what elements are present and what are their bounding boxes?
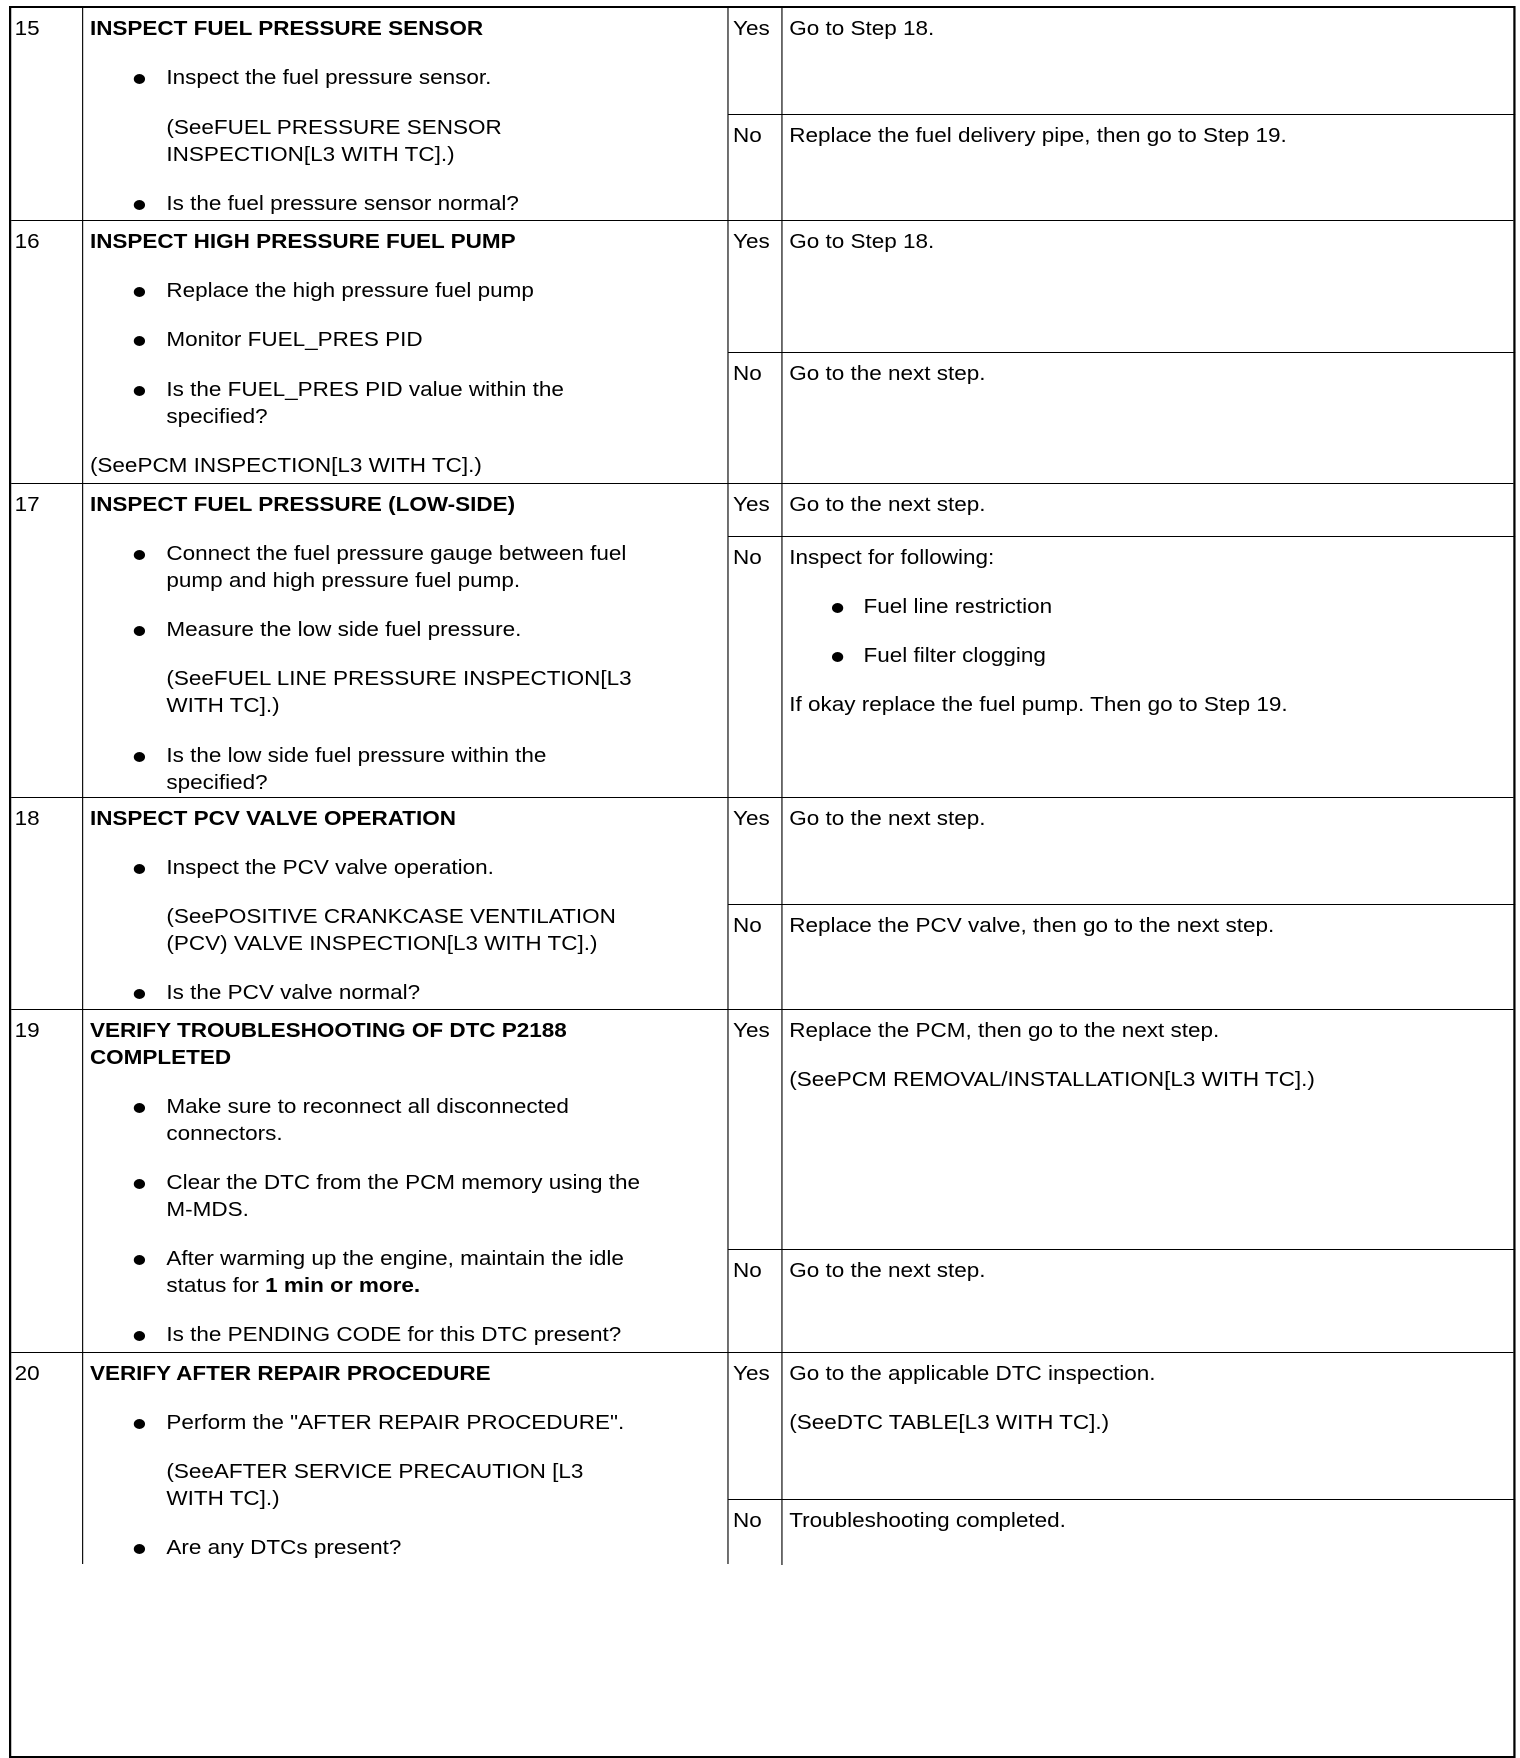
no-action: Go to the next step.	[789, 1260, 986, 1282]
bullet-item-cont	[166, 1273, 420, 1300]
inspection-cell	[83, 8, 728, 220]
no-label: No	[733, 915, 762, 937]
no-cell	[729, 352, 1516, 484]
yes-label: Yes	[733, 1020, 770, 1042]
step-title: VERIFY AFTER REPAIR PROCEDURE	[89, 1363, 491, 1385]
yes-action-ref: (SeeDTC TABLE[L3 WITH TC].)	[789, 1412, 1110, 1434]
reference-text: (SeeFUEL LINE PRESSURE INSPECTION[L3	[166, 668, 632, 690]
reference-text: WITH TC].)	[166, 695, 280, 717]
bullet-item: Monitor FUEL_PRES PID	[166, 327, 422, 354]
step-title: VERIFY TROUBLESHOOTING OF DTC P2188	[89, 1020, 567, 1042]
yes-action-ref: (SeePCM REMOVAL/INSTALLATION[L3 WITH TC].)	[789, 1069, 1315, 1091]
no-cell	[729, 114, 1516, 220]
reference-text: (SeeAFTER SERVICE PRECAUTION [L3	[166, 1461, 584, 1483]
reference-text: (SeeFUEL PRESSURE SENSOR	[166, 117, 502, 139]
no-label: No	[733, 363, 762, 385]
yes-action: Go to Step 18.	[789, 18, 935, 40]
reference-text: INSPECTION[L3 WITH TC].)	[166, 144, 455, 166]
step-number: 17	[14, 494, 40, 516]
no-label: No	[733, 1260, 762, 1282]
bullet-item-cont: connectors.	[166, 1123, 283, 1145]
bullet-item: Measure the low side fuel pressure.	[166, 617, 521, 644]
no-action: Replace the fuel delivery pipe, then go to Step 19.	[789, 125, 1287, 147]
bullet-item: Inspect the PCV valve operation.	[166, 855, 493, 882]
no-action: Replace the PCV valve, then go to the next step.	[789, 915, 1275, 937]
step-number: 16	[14, 231, 40, 253]
step-title: INSPECT HIGH PRESSURE FUEL PUMP	[89, 231, 516, 253]
yes-cell	[729, 484, 1516, 536]
diagnostic-procedure-table	[9, 6, 1516, 1758]
step-row-19	[11, 1009, 1513, 1352]
bullet-item-cont: pump and high pressure fuel pump.	[166, 570, 521, 592]
step-row-17	[11, 483, 1513, 797]
step-row-15	[11, 8, 1513, 220]
step-number: 19	[14, 1020, 40, 1042]
bullet-item: Perform the "AFTER REPAIR PROCEDURE".	[166, 1410, 624, 1437]
no-label: No	[733, 1510, 762, 1532]
step-title: INSPECT FUEL PRESSURE SENSOR	[89, 18, 484, 40]
bullet-item: Is the FUEL_PRES PID value within the	[166, 377, 563, 404]
bullet-item: Clear the DTC from the PCM memory using the	[166, 1170, 640, 1197]
no-cell	[729, 536, 1516, 798]
step-row-20	[11, 1352, 1513, 1564]
bullet-item: Are any DTCs present?	[166, 1535, 401, 1562]
no-cell	[729, 1249, 1516, 1353]
reference-text: WITH TC].)	[166, 1488, 280, 1510]
bullet-item: Fuel filter clogging	[863, 643, 1045, 670]
yes-action: Go to Step 18.	[789, 231, 935, 253]
yes-label: Yes	[733, 231, 770, 253]
bullet-item-cont: M-MDS.	[166, 1199, 249, 1221]
inspection-cell	[83, 221, 728, 483]
bullet-text: status for	[166, 1275, 266, 1297]
bullet-item: Is the low side fuel pressure within the	[166, 743, 546, 770]
bullet-item: Inspect the fuel pressure sensor.	[166, 65, 491, 92]
yes-label: Yes	[733, 18, 770, 40]
step-row-16	[11, 220, 1513, 483]
bullet-item: Is the PENDING CODE for this DTC present?	[166, 1322, 621, 1349]
step-title: INSPECT PCV VALVE OPERATION	[89, 808, 457, 830]
no-action: Troubleshooting completed.	[789, 1510, 1066, 1532]
yes-cell	[729, 798, 1516, 904]
step-number: 15	[14, 18, 40, 40]
yes-label: Yes	[733, 494, 770, 516]
bullet-item-cont: specified?	[166, 772, 268, 794]
yes-label: Yes	[733, 1363, 770, 1385]
bullet-item: Make sure to reconnect all disconnected	[166, 1094, 568, 1121]
bullet-item: Fuel line restriction	[863, 594, 1052, 621]
reference-text: (PCV) VALVE INSPECTION[L3 WITH TC].)	[166, 933, 598, 955]
bullet-item-cont: specified?	[166, 406, 268, 428]
yes-action: Go to the applicable DTC inspection.	[789, 1363, 1156, 1385]
step-title-cont: COMPLETED	[89, 1047, 232, 1069]
yes-action: Go to the next step.	[789, 808, 986, 830]
no-action-note: If okay replace the fuel pump. Then go to Step 19.	[789, 694, 1288, 716]
inspection-cell	[83, 484, 728, 797]
bullet-item: Replace the high pressure fuel pump	[166, 278, 534, 305]
inspection-cell	[83, 1353, 728, 1564]
inspection-cell	[83, 798, 728, 1009]
no-cell	[729, 904, 1516, 1010]
yes-cell	[729, 1010, 1516, 1249]
step-title: INSPECT FUEL PRESSURE (LOW-SIDE)	[89, 494, 516, 516]
bullet-item: Connect the fuel pressure gauge between fuel	[166, 541, 626, 568]
no-action: Go to the next step.	[789, 363, 986, 385]
bullet-item: After warming up the engine, maintain the idle	[166, 1246, 623, 1273]
reference-text: (SeePCM INSPECTION[L3 WITH TC].)	[89, 455, 482, 477]
step-row-18	[11, 797, 1513, 1009]
step-number: 20	[14, 1363, 40, 1385]
step-number: 18	[14, 808, 40, 830]
no-cell	[729, 1499, 1516, 1565]
no-label: No	[733, 125, 762, 147]
yes-label: Yes	[733, 808, 770, 830]
no-label: No	[733, 547, 762, 569]
yes-cell	[729, 8, 1516, 114]
reference-text: (SeePOSITIVE CRANKCASE VENTILATION	[166, 906, 616, 928]
bullet-item: Is the PCV valve normal?	[166, 980, 420, 1007]
no-action: Inspect for following:	[789, 547, 995, 569]
yes-action: Go to the next step.	[789, 494, 986, 516]
inspection-cell	[83, 1010, 728, 1352]
bullet-item: Is the fuel pressure sensor normal?	[166, 191, 518, 218]
yes-cell	[729, 1353, 1516, 1499]
yes-cell	[729, 221, 1516, 352]
bold-duration: 1 min or more.	[265, 1275, 421, 1297]
yes-action: Replace the PCM, then go to the next step.	[789, 1020, 1220, 1042]
